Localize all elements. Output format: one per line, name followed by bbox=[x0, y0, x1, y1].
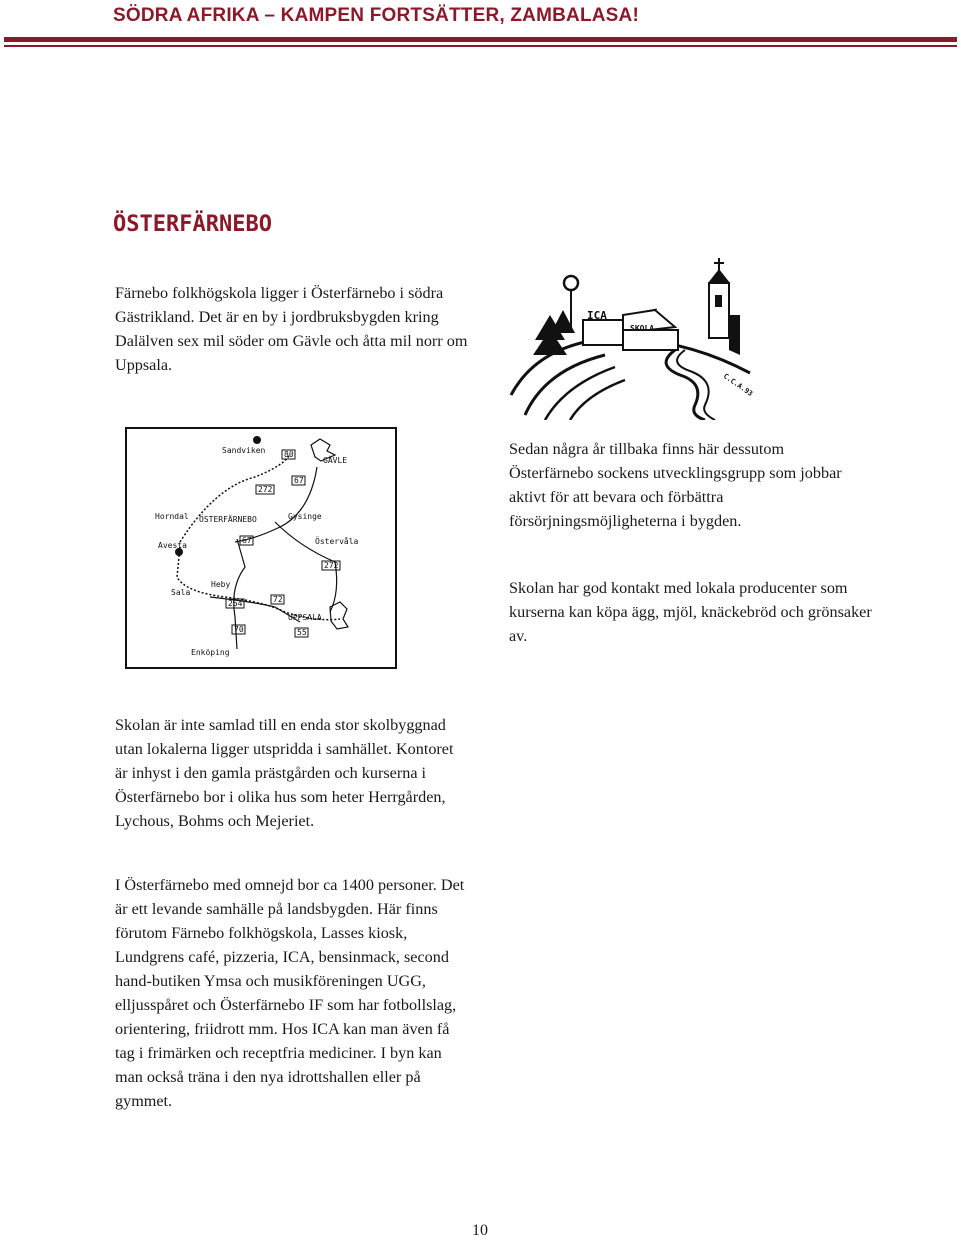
village-illustration bbox=[505, 255, 760, 420]
section-title: ÖSTERFÄRNEBO bbox=[113, 212, 272, 237]
illustration-signature: C.C.A.93 bbox=[721, 372, 755, 398]
map-label-gavle: GÄVLE bbox=[323, 456, 348, 465]
map-road-272: 272 bbox=[258, 485, 273, 494]
region-map bbox=[125, 427, 397, 669]
map-label-sandviken: Sandviken bbox=[222, 446, 266, 455]
map-label-gysinge: Gysinge bbox=[288, 512, 322, 521]
map-label-ostervala: Östervåla bbox=[315, 537, 359, 546]
map-label-enkoping: Enköping bbox=[191, 648, 230, 657]
header-rule bbox=[4, 37, 957, 42]
paragraph-local-producers: Skolan har god kontakt med lokala producenter som kurserna kan köpa ägg, mjöl, knäckebröd och grönsaker av. bbox=[509, 579, 872, 645]
paragraph-community: I Österfärnebo med omnejd bor ca 1400 personer. Det är ett levande samhälle på landsbygden. Här finns förutom Färnebo folkhögskola, Lasses kiosk, Lundgrens café, pizzeria, ICA, bensinmack, second hand-butiken Ymsa och musikföreningen UGG, elljusspåret och Österfärnebo IF som har fotbollslag, orientering, friidrott mm. Hos ICA kan man även få tag i frimärken och receptfria mediciner. I byn kan man också träna i den nya idrottshallen eller på gymmet. bbox=[115, 876, 465, 1110]
map-label-sala: Sala bbox=[171, 588, 191, 597]
map-label-avesta: Avesta bbox=[158, 541, 187, 550]
map-road-272: 272 bbox=[324, 561, 339, 570]
school-sign: SKOLA bbox=[630, 324, 655, 333]
map-label-uppsala: UPPSALA bbox=[288, 613, 322, 622]
map-road-67: 67 bbox=[294, 476, 304, 485]
map-road-80: 80 bbox=[284, 450, 294, 459]
paragraph-development-group: Sedan några år tillbaka finns här dessutom Österfärnebo sockens utvecklingsgrupp som jobbar aktivt för att bevara och förbättra försörjningsmöjligheterna i bygden. bbox=[509, 440, 842, 530]
map-label-osterfarnebo: ÖSTERFÄRNEBO bbox=[199, 515, 257, 524]
page-number: 10 bbox=[472, 1222, 488, 1239]
paragraph-intro: Färnebo folkhögskola ligger i Österfärnebo i södra Gästrikland. Det är en by i jordbruksbygden kring Dalälven sex mil söder om Gävle och åtta mil norr om Uppsala. bbox=[115, 284, 468, 374]
map-road-254: 254 bbox=[228, 599, 243, 608]
header-title: SÖDRA AFRIKA – KAMPEN FORTSÄTTER, ZAMBALASA! bbox=[113, 5, 640, 26]
map-road-55: 55 bbox=[297, 628, 307, 637]
map-road-67: 67 bbox=[242, 536, 252, 545]
map-road-72: 72 bbox=[273, 595, 283, 604]
paragraph-school-buildings: Skolan är inte samlad till en enda stor skolbyggnad utan lokalerna ligger utspridda i samhället. Kontoret är inhyst i den gamla prästgården och kurserna i Österfärnebo bor i olika hus som heter Herrgården, Lychous, Bohms och Mejeriet. bbox=[115, 716, 454, 830]
map-label-heby: Heby bbox=[211, 580, 231, 589]
header-rule-thin bbox=[4, 45, 957, 47]
ica-sign: ICA bbox=[587, 309, 607, 322]
map-label-horndal: Horndal bbox=[155, 512, 189, 521]
map-road-70: 70 bbox=[234, 625, 244, 634]
